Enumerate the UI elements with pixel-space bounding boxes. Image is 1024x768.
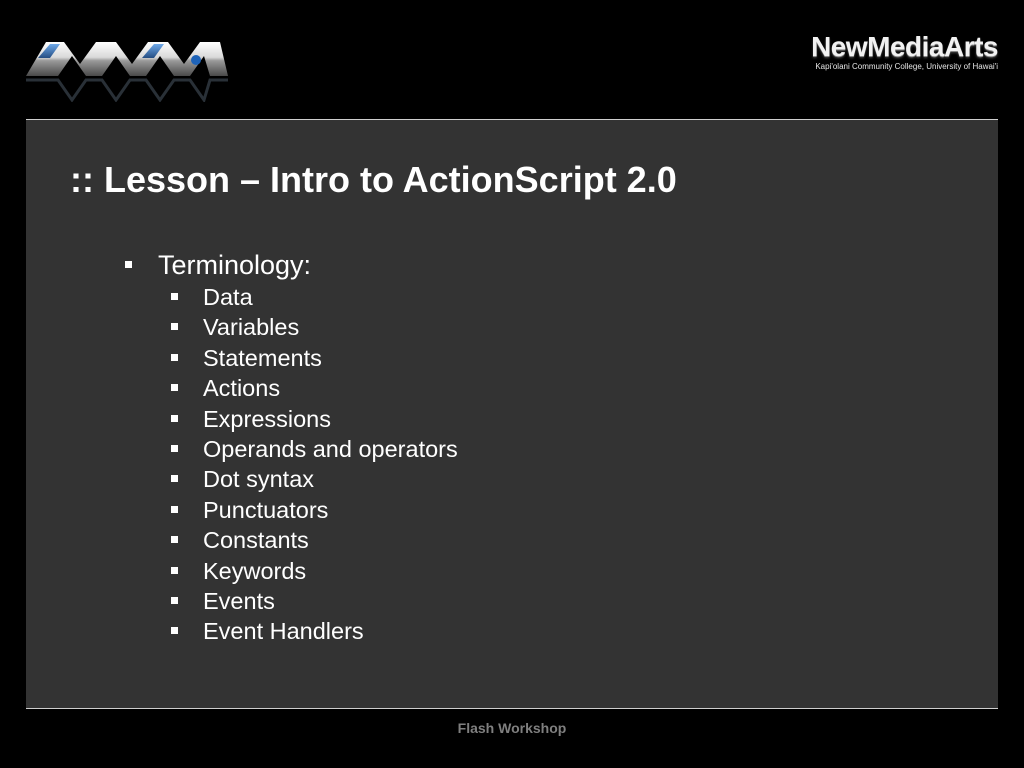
sub-bullet-item (167, 586, 458, 616)
bullet-label: Terminology: (158, 250, 312, 280)
square-bullet-icon (171, 354, 178, 361)
brand-block (811, 32, 998, 72)
brand-subtitle: Kapi'olani Community College, University of Hawai'i (815, 62, 998, 71)
sub-bullet-label: Keywords (203, 557, 307, 584)
square-bullet-icon (171, 567, 178, 574)
square-bullet-icon (171, 445, 178, 452)
sub-bullet-label: Expressions (203, 405, 331, 432)
square-bullet-icon (171, 597, 178, 604)
sub-bullet-item (167, 434, 458, 464)
square-bullet-icon (171, 506, 178, 513)
bullet-list (122, 248, 458, 647)
sub-bullet-label: Dot syntax (203, 466, 315, 493)
sub-bullet-item (167, 495, 458, 525)
sub-bullet-label: Data (203, 284, 253, 310)
nma-wave-logo-icon (24, 36, 230, 102)
sub-bullet-label: Constants (203, 527, 309, 554)
sub-bullet-item (167, 464, 458, 494)
square-bullet-icon (171, 475, 178, 482)
square-bullet-icon (171, 293, 178, 300)
sub-bullet-label: Events (203, 588, 275, 615)
sub-bullet-item (167, 373, 458, 403)
sub-bullet-item (167, 312, 458, 342)
bullet-terminology (122, 248, 458, 647)
sub-bullet-item (167, 343, 458, 373)
sub-bullet-list (158, 282, 458, 647)
sub-bullet-item (167, 525, 458, 555)
sub-bullet-label: Event Handlers (203, 618, 364, 645)
square-bullet-icon (125, 261, 132, 268)
square-bullet-icon (171, 415, 178, 422)
sub-bullet-item (167, 556, 458, 586)
sub-bullet-label: Variables (203, 314, 300, 341)
sub-bullet-label: Operands and operators (203, 436, 458, 463)
brand-name: NewMediaArts (811, 31, 998, 62)
sub-bullet-label: Actions (203, 375, 281, 402)
square-bullet-icon (171, 323, 178, 330)
footer-text: Flash Workshop (457, 720, 567, 736)
sub-bullet-item (167, 616, 458, 646)
sub-bullet-item (167, 282, 458, 312)
square-bullet-icon (171, 384, 178, 391)
slide-title: :: Lesson – Intro to ActionScript 2.0 (70, 159, 677, 200)
sub-bullet-label: Punctuators (203, 496, 329, 523)
content-panel (26, 119, 998, 709)
sub-bullet-item (167, 404, 458, 434)
square-bullet-icon (171, 536, 178, 543)
square-bullet-icon (171, 627, 178, 634)
sub-bullet-label: Statements (203, 344, 322, 371)
